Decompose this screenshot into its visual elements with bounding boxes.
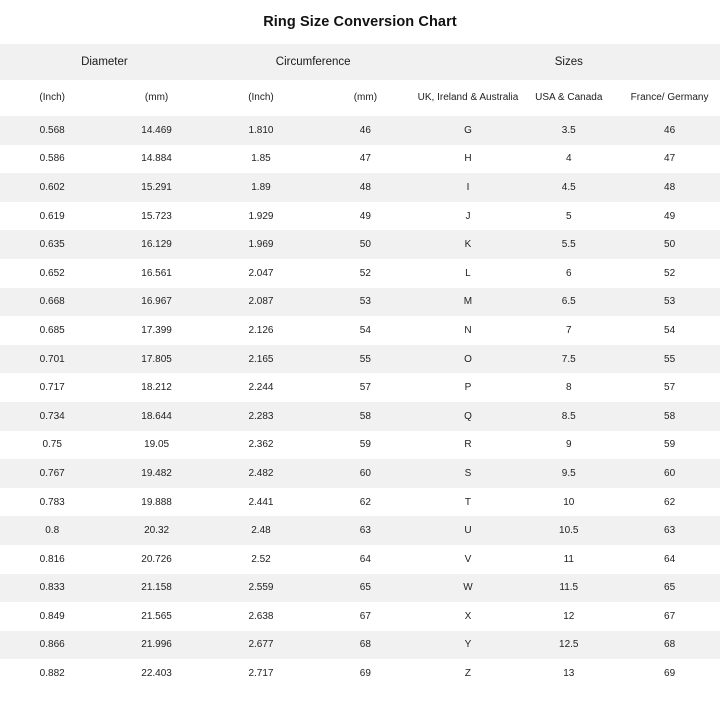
table-cell: 21.996 [104, 631, 208, 660]
table-cell: 0.619 [0, 202, 104, 231]
table-cell: 0.701 [0, 345, 104, 374]
table-cell: 0.635 [0, 230, 104, 259]
table-cell: 4.5 [518, 173, 619, 202]
sub-header-france-germany: France/ Germany [619, 80, 720, 116]
table-cell: 64 [619, 545, 720, 574]
sub-header-usa-canada: USA & Canada [518, 80, 619, 116]
table-cell: 2.165 [209, 345, 313, 374]
table-cell: 67 [619, 602, 720, 631]
sub-header-uk-ireland-australia: UK, Ireland & Australia [418, 80, 519, 116]
table-cell: 19.05 [104, 431, 208, 460]
table-cell: 9 [518, 431, 619, 460]
table-row [0, 659, 720, 688]
table-cell: 7 [518, 316, 619, 345]
table-cell: 60 [619, 459, 720, 488]
table-cell: 11.5 [518, 574, 619, 603]
group-header-circumference: Circumference [209, 44, 418, 80]
table-row [0, 259, 720, 288]
table-cell: 0.668 [0, 288, 104, 317]
table-row [0, 116, 720, 145]
table-cell: 2.283 [209, 402, 313, 431]
table-cell: 12.5 [518, 631, 619, 660]
table-header [0, 44, 720, 116]
table-cell: 54 [313, 316, 417, 345]
table-cell: 63 [619, 516, 720, 545]
sub-header-circumference-inch: (Inch) [209, 80, 313, 116]
table-cell: 20.32 [104, 516, 208, 545]
table-row [0, 202, 720, 231]
table-cell: R [418, 431, 519, 460]
sub-header-row [0, 80, 720, 116]
table-cell: 62 [619, 488, 720, 517]
table-row [0, 402, 720, 431]
table-body [0, 116, 720, 688]
group-header-diameter: Diameter [0, 44, 209, 80]
table-cell: 2.362 [209, 431, 313, 460]
table-cell: 10 [518, 488, 619, 517]
table-cell: 0.586 [0, 145, 104, 174]
table-cell: 18.644 [104, 402, 208, 431]
table-cell: 16.129 [104, 230, 208, 259]
table-cell: 58 [619, 402, 720, 431]
table-cell: M [418, 288, 519, 317]
table-cell: V [418, 545, 519, 574]
table-cell: 10.5 [518, 516, 619, 545]
table-row [0, 545, 720, 574]
table-cell: 59 [619, 431, 720, 460]
table-cell: 53 [619, 288, 720, 317]
table-cell: 8.5 [518, 402, 619, 431]
table-cell: 1.969 [209, 230, 313, 259]
group-header-row [0, 44, 720, 80]
table-cell: 67 [313, 602, 417, 631]
table-cell: 68 [619, 631, 720, 660]
table-cell: 58 [313, 402, 417, 431]
table-cell: 0.849 [0, 602, 104, 631]
table-cell: 19.888 [104, 488, 208, 517]
table-cell: 0.75 [0, 431, 104, 460]
table-cell: 65 [313, 574, 417, 603]
table-cell: 54 [619, 316, 720, 345]
table-cell: 2.244 [209, 373, 313, 402]
table-cell: 48 [619, 173, 720, 202]
table-cell: 0.833 [0, 574, 104, 603]
table-cell: P [418, 373, 519, 402]
table-cell: 21.565 [104, 602, 208, 631]
table-cell: 64 [313, 545, 417, 574]
table-cell: 16.967 [104, 288, 208, 317]
table-cell: 57 [619, 373, 720, 402]
table-cell: 13 [518, 659, 619, 688]
table-cell: 17.399 [104, 316, 208, 345]
table-cell: 15.723 [104, 202, 208, 231]
group-header-sizes: Sizes [418, 44, 720, 80]
table-cell: U [418, 516, 519, 545]
table-cell: Y [418, 631, 519, 660]
table-cell: 50 [619, 230, 720, 259]
table-row [0, 316, 720, 345]
table-cell: 2.482 [209, 459, 313, 488]
table-cell: 1.810 [209, 116, 313, 145]
table-cell: 0.8 [0, 516, 104, 545]
table-cell: 20.726 [104, 545, 208, 574]
table-cell: 6 [518, 259, 619, 288]
table-cell: N [418, 316, 519, 345]
sub-header-circumference-mm: (mm) [313, 80, 417, 116]
table-row [0, 230, 720, 259]
table-cell: 1.85 [209, 145, 313, 174]
table-row [0, 516, 720, 545]
table-cell: 63 [313, 516, 417, 545]
table-cell: 2.126 [209, 316, 313, 345]
table-cell: 52 [313, 259, 417, 288]
table-cell: 57 [313, 373, 417, 402]
table-cell: 4 [518, 145, 619, 174]
table-cell: 1.89 [209, 173, 313, 202]
table-row [0, 488, 720, 517]
table-cell: 8 [518, 373, 619, 402]
table-cell: 2.677 [209, 631, 313, 660]
table-cell: 14.469 [104, 116, 208, 145]
table-cell: 62 [313, 488, 417, 517]
table-cell: 47 [313, 145, 417, 174]
table-cell: 46 [619, 116, 720, 145]
page-title: Ring Size Conversion Chart [263, 14, 457, 30]
table-cell: 47 [619, 145, 720, 174]
table-cell: J [418, 202, 519, 231]
table-cell: T [418, 488, 519, 517]
table-cell: 14.884 [104, 145, 208, 174]
table-cell: 11 [518, 545, 619, 574]
table-cell: 7.5 [518, 345, 619, 374]
table-cell: 0.685 [0, 316, 104, 345]
table-cell: 0.652 [0, 259, 104, 288]
table-cell: 0.717 [0, 373, 104, 402]
table-cell: 49 [619, 202, 720, 231]
table-cell: 69 [619, 659, 720, 688]
table-row [0, 459, 720, 488]
table-cell: 19.482 [104, 459, 208, 488]
table-cell: 2.638 [209, 602, 313, 631]
table-row [0, 145, 720, 174]
table-cell: 0.882 [0, 659, 104, 688]
table-cell: 2.441 [209, 488, 313, 517]
table-cell: I [418, 173, 519, 202]
table-row [0, 431, 720, 460]
sub-header-diameter-mm: (mm) [104, 80, 208, 116]
table-cell: 69 [313, 659, 417, 688]
table-cell: 0.602 [0, 173, 104, 202]
table-cell: 0.734 [0, 402, 104, 431]
table-cell: 16.561 [104, 259, 208, 288]
table-cell: 0.767 [0, 459, 104, 488]
table-row [0, 602, 720, 631]
table-cell: 60 [313, 459, 417, 488]
table-cell: K [418, 230, 519, 259]
table-cell: 6.5 [518, 288, 619, 317]
table-cell: S [418, 459, 519, 488]
table-cell: 0.568 [0, 116, 104, 145]
table-cell: 0.866 [0, 631, 104, 660]
table-cell: 2.047 [209, 259, 313, 288]
table-cell: 2.559 [209, 574, 313, 603]
table-cell: 53 [313, 288, 417, 317]
table-cell: 9.5 [518, 459, 619, 488]
table-cell: 0.816 [0, 545, 104, 574]
table-cell: W [418, 574, 519, 603]
table-cell: 22.403 [104, 659, 208, 688]
table-row [0, 574, 720, 603]
table-cell: 2.48 [209, 516, 313, 545]
table-cell: 3.5 [518, 116, 619, 145]
table-cell: H [418, 145, 519, 174]
table-cell: 65 [619, 574, 720, 603]
table-cell: 21.158 [104, 574, 208, 603]
table-cell: O [418, 345, 519, 374]
table-cell: 17.805 [104, 345, 208, 374]
sub-header-diameter-inch: (Inch) [0, 80, 104, 116]
table-row [0, 373, 720, 402]
table-cell: 0.783 [0, 488, 104, 517]
table-row [0, 173, 720, 202]
table-cell: 52 [619, 259, 720, 288]
table-row [0, 345, 720, 374]
table-cell: 68 [313, 631, 417, 660]
table-cell: 55 [619, 345, 720, 374]
table-cell: 49 [313, 202, 417, 231]
table-row [0, 288, 720, 317]
table-cell: 2.52 [209, 545, 313, 574]
table-cell: 59 [313, 431, 417, 460]
table-cell: 48 [313, 173, 417, 202]
table-cell: 12 [518, 602, 619, 631]
table-cell: 50 [313, 230, 417, 259]
table-cell: Q [418, 402, 519, 431]
table-cell: 1.929 [209, 202, 313, 231]
ring-size-conversion-table [0, 44, 720, 688]
table-cell: 18.212 [104, 373, 208, 402]
table-cell: 55 [313, 345, 417, 374]
table-cell: L [418, 259, 519, 288]
table-cell: G [418, 116, 519, 145]
table-cell: 5 [518, 202, 619, 231]
table-cell: Z [418, 659, 519, 688]
table-cell: X [418, 602, 519, 631]
table-row [0, 631, 720, 660]
table-cell: 5.5 [518, 230, 619, 259]
table-cell: 2.087 [209, 288, 313, 317]
table-cell: 15.291 [104, 173, 208, 202]
table-cell: 2.717 [209, 659, 313, 688]
table-cell: 46 [313, 116, 417, 145]
